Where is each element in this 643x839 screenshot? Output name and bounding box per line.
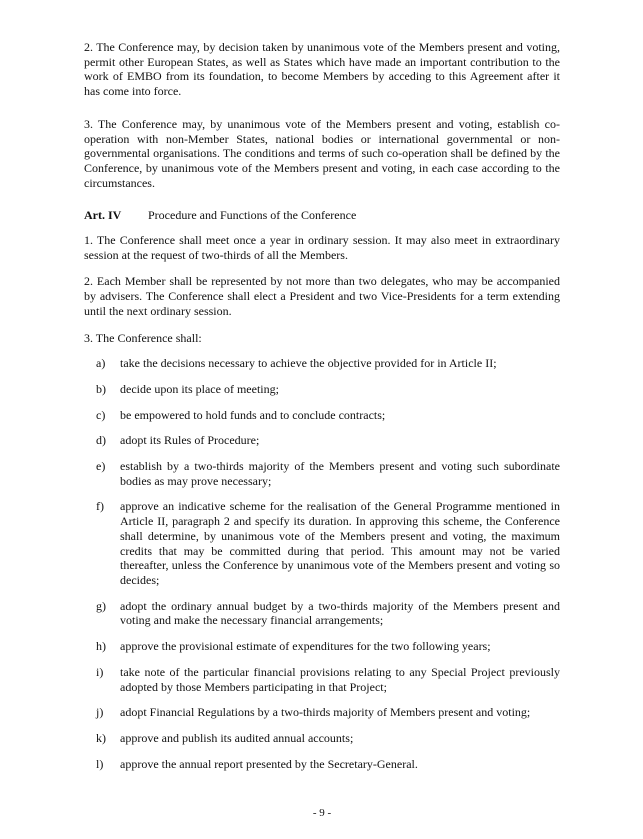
list-item-text: take note of the particular financial provisions relating to any Special Project previously adopted by those Members participating in that Project;: [120, 664, 560, 694]
list-item-label: b): [96, 381, 106, 396]
list-item-text: be empowered to hold funds and to conclude contracts;: [120, 407, 386, 422]
list-item: [96, 731, 560, 746]
list-item: [96, 757, 560, 772]
article-paragraph-1: 1. The Conference shall meet once a year in ordinary session. It may also meet in extraordinary session at the request of two-thirds of all the Members.: [84, 233, 560, 262]
list-item-text: approve the annual report presented by the Secretary-General.: [120, 756, 418, 771]
list-item-text: take the decisions necessary to achieve the objective provided for in Article II;: [120, 356, 497, 371]
list-item-label: i): [96, 664, 104, 679]
list-item-label: e): [96, 459, 106, 474]
list-item: [96, 499, 560, 587]
list-item-label: j): [96, 705, 104, 720]
list-item-label: l): [96, 756, 104, 771]
list-item: [96, 459, 560, 488]
page-number: - 9 -: [312, 807, 332, 820]
list-item-text: adopt the ordinary annual budget by a two-thirds majority of the Members present and voting and make the necessary financial arrangements;: [120, 598, 560, 628]
paragraph-3: 3. The Conference may, by unanimous vote of the Members present and voting, establish co-operation with non-Member States, national bodies or international governmental or non-governmental organisations. The conditions and terms of such co-operation shall be defined by the Conference, by unanimous vote of the Members present and voting, in each case according to the circumstances.: [84, 116, 560, 190]
list-item-text: approve an indicative scheme for the realisation of the General Programme mentioned in Article II, paragraph 2 and specify its duration. In approving this scheme, the Conference shall determine, by unanimous vote of the Members present and voting, the maximum credits that may be committed during that period. This amount may not be varied thereafter, unless the Conference by unanimous vote of the Members present and voting so decides;: [120, 499, 560, 587]
functions-list: [96, 356, 560, 771]
article-paragraph-3: 3. The Conference shall:: [84, 330, 202, 345]
list-item: [96, 356, 560, 371]
list-item: [96, 599, 560, 628]
list-item: [96, 665, 560, 694]
list-item-label: f): [96, 499, 104, 514]
list-item: [96, 408, 560, 423]
list-item-label: k): [96, 730, 106, 745]
list-item: [96, 705, 560, 720]
list-item-label: c): [96, 407, 106, 422]
article-paragraph-2: 2. Each Member shall be represented by not more than two delegates, who may be accompanied by advisers. The Conference shall elect a President and two Vice-Presidents for a term extending until the next ordinary session.: [84, 274, 560, 318]
article-number: Art. IV: [84, 208, 122, 223]
list-item-text: approve and publish its audited annual accounts;: [120, 730, 354, 745]
list-item: [96, 639, 560, 654]
list-item-label: h): [96, 639, 106, 654]
article-heading: [84, 208, 560, 223]
list-item-label: g): [96, 598, 106, 613]
list-item-text: decide upon its place of meeting;: [120, 381, 279, 396]
list-item: [96, 382, 560, 397]
list-item-text: adopt its Rules of Procedure;: [120, 433, 260, 448]
list-item-label: d): [96, 433, 106, 448]
paragraph-2: 2. The Conference may, by decision taken by unanimous vote of the Members present and voting, permit other European States, as well as States which have made an important contribution to the work of EMBO from its foundation, to become Members by acceding to this Agreement after it has come into force.: [84, 40, 560, 99]
list-item-text: approve the provisional estimate of expenditures for the two following years;: [120, 639, 491, 654]
article-title: Procedure and Functions of the Conference: [148, 208, 357, 223]
list-item-text: adopt Financial Regulations by a two-thirds majority of Members present and voting;: [120, 705, 531, 720]
list-item: [96, 433, 560, 448]
list-item-text: establish by a two-thirds majority of the Members present and voting such subordinate bodies as may prove necessary;: [120, 459, 560, 488]
list-item-label: a): [96, 356, 106, 371]
